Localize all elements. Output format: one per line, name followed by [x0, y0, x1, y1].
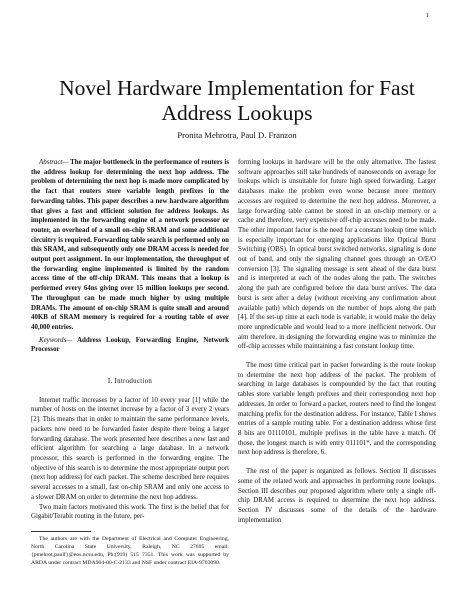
body-paragraph-1: forming lookups in hardware will be the only alternative. The fastest software approaches still take hundreds of nanoseconds on average for lookups which is unsuitable for future high speed forwarding. Larger databases make the problem even worse because more memory accesses are required to determine the next hop address. Moreover, a large forwarding table cannot be stored in an on-chip memory or a cache and therefore, very expensive off-chip accesses need to be made. The other important factor is the need for a constant lookup time which is especially important for emerging applications like Optical Burst Switching (OBS). In optical burst switched networks, signaling is done out of band, and only the signaling channel goes through an O/E/O conversion [3]. The signaling message is sent ahead of the data burst and is interpreted at each of the nodes along the path. The switches along the path are configured before the data burst arrives. The data burst is sent after a delay (without receiving any confirmation about available path) which depends on the number of hops along the path [4]. If the set-up time at each node is variable, it would make the delay more unpredictable and would lead to a more inefficient network. Our aim therefore, in designing the forwarding engine was to minimize the off-chip accesses while maintaining a fast constant lookup time.: [238, 159, 436, 351]
footnote-divider: [31, 531, 91, 532]
body-paragraph-3: The rest of the paper is organized as follows. Section II discusses some of the related work and approaches in performing route lookups. Section III describes our proposed algorithm where only a single off-chip DRAM access is required to determine the next hop address. Section IV discusses some of the details of the hardware implementation: [238, 468, 436, 524]
abstract-text: The major bottleneck in the performance of routers is the address lookup for determining the next hop address. The problem of determining the next hop is made more complicated by the fact that routers store variable length prefixes in the forwarding tables. This paper describes a new hardware algorithm that gives a fast and efficient solution for address lookups. As implemented in the forwarding engine of a network processor or router, an overhead of a small on-chip SRAM and some additional circuitry is required. Forwarding table search is performed only on this SRAM, and subsequently only one DRAM access is needed for output port assignment. In our implementation, the throughput of the forwarding engine implemented is limited by the random access time of the off-chip DRAM. This means that a lookup is performed every 64ns giving over 15 million lookups per second. The throughput can be made much higher by using multiple DRAMs. The amount of on-chip SRAM is quite small and around 40KB of SRAM memory is required for a routing table of over 40,000 entries.: [31, 159, 229, 331]
abstract-label: Abstract—: [39, 159, 69, 166]
right-column: [238, 158, 436, 525]
keywords: [31, 336, 229, 355]
page-number: 1: [425, 12, 429, 19]
paper-authors: Pronita Mehrotra, Paul D. Franzon: [177, 130, 297, 140]
keywords-text: Address Lookup, Forwarding Engine, Network Processor: [31, 336, 230, 354]
intro-paragraph-2: Two main factors motivated this work. The first is the belief that for Gigabit/Terabit routing in the future, per-: [31, 503, 229, 521]
author-footnote: The authors are with the Department of Electrical and Computer Engineering, North Carolina State University, Raleigh, NC 27695 email:{pmehrot,paulf}@eos.ncsu.edu, Ph:(919) 515 7351. This work was supported by ARDA under contract MDA904-00-C-2133 and NSF under contract EIA-9703090.: [31, 535, 229, 567]
body-paragraph-2: The most time critical part in packet forwarding is the route lookup to determine the next hop address of the packet. The problem of searching in large databases is compounded by the fact that routing tables store variable length prefixes and their corresponding next hop addresses. In order to forward a packet, routers need to find the longest matching prefix for the destination address. For instance, Table I shows entries of a sample routing table. For a destination address whose first 8 bits are 01110101, multiple prefixes in the table have a match. Of those, the longest match is with entry 011101*, and the corresponding next hop address is therefore, 6.: [238, 362, 436, 457]
paper-title: Novel Hardware Implementation for Fast Address Lookups: [59, 76, 415, 125]
keywords-label: Keywords—: [39, 336, 73, 344]
abstract: [31, 158, 229, 333]
section-heading-introduction: I. Introduction: [107, 378, 153, 386]
left-column: [31, 158, 229, 567]
intro-paragraph-1: Internet traffic increases by a factor of 10 every year [1] while the number of hosts on the internet increase by a factor of 3 every 2 years [2]. This means that in order to maintain the same performance levels, packets now need to be forwarded faster despite there being a larger forwarding database. The work presented here describes a new fast and efficient algorithm for searching a large database. In a network processor, this search is performed in the forwarding engine. The objective of this search is to determine the most appropriate output port (next hop address) for each packet. The scheme described here requires several accesses to a small, fast on-chip SRAM and only one access to a slower DRAM on order to determine the next hop address.: [31, 396, 229, 501]
